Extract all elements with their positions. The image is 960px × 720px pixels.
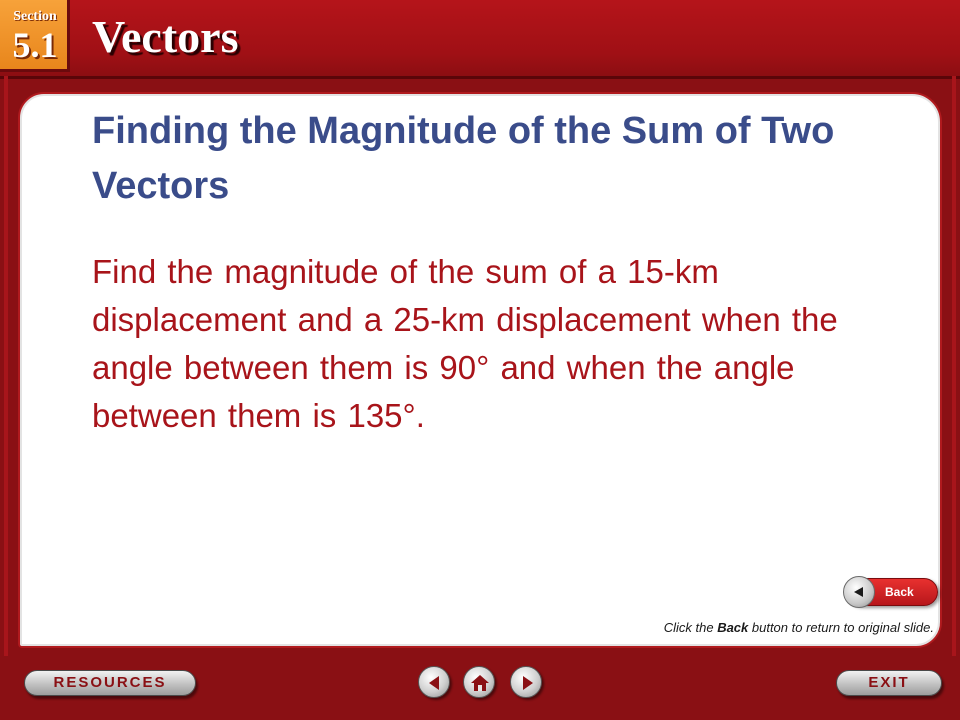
back-button-label: Back — [885, 585, 914, 599]
left-stripe — [4, 76, 8, 656]
previous-button[interactable] — [418, 666, 450, 698]
home-icon — [470, 673, 490, 693]
triangle-left-icon — [852, 585, 866, 599]
back-hint-prefix: Click the — [663, 620, 718, 635]
slide-body: Find the magnitude of the sum of a 15-km displacement and a 25-km displacement when the angle between them is 90° and when the angle between them is 135°. — [92, 253, 838, 434]
content-panel — [18, 92, 942, 648]
header-bar — [0, 0, 960, 79]
previous-arrow-icon — [425, 673, 445, 693]
back-circle — [843, 576, 875, 608]
section-badge — [0, 0, 70, 72]
back-hint — [664, 620, 934, 635]
exit-button[interactable] — [836, 670, 942, 696]
chapter-title: Vectors — [92, 11, 239, 62]
section-number: 5.1 — [12, 25, 58, 65]
resources-button[interactable] — [24, 670, 196, 696]
section-label: Section — [13, 9, 57, 24]
back-button[interactable] — [846, 578, 938, 606]
next-button[interactable] — [510, 666, 542, 698]
home-button[interactable] — [463, 666, 495, 698]
right-stripe — [952, 76, 956, 656]
exit-label: EXIT — [868, 674, 910, 691]
back-hint-suffix: button to return to original slide. — [748, 620, 934, 635]
next-arrow-icon — [517, 673, 537, 693]
back-hint-bold: Back — [717, 620, 749, 635]
slide-title: Finding the Magnitude of the Sum of Two Vectors — [92, 110, 835, 207]
resources-label: RESOURCES — [53, 674, 167, 691]
